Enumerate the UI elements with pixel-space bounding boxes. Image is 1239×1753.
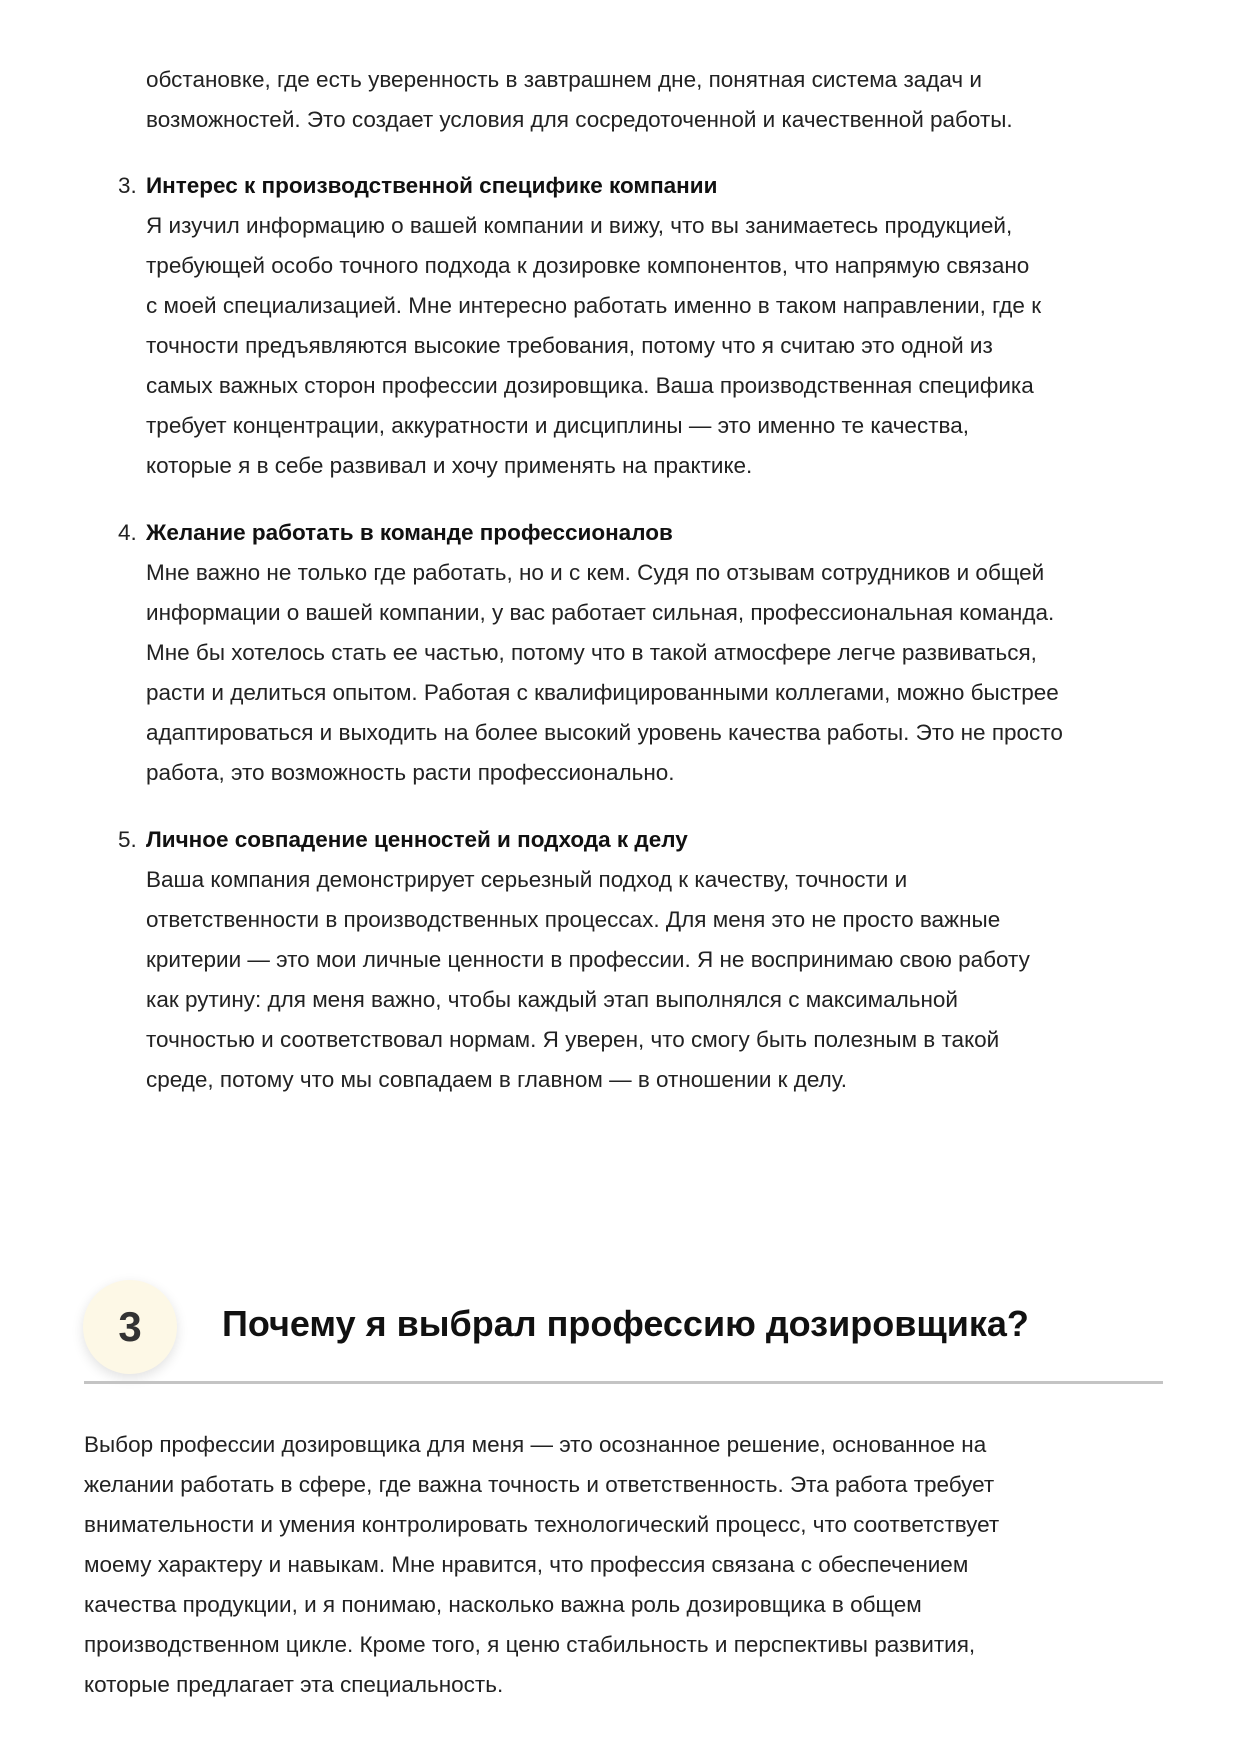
text-line: качества продукции, и я понимаю, насколько важна роль дозировщика в общем bbox=[84, 1592, 922, 1617]
text-line: которые я в себе развивал и хочу применять на практике. bbox=[146, 453, 753, 478]
text-line: требующей особо точного подхода к дозировке компонентов, что напрямую связано bbox=[146, 253, 1030, 278]
list-number: 3. bbox=[118, 173, 137, 198]
text-line: точности предъявляются высокие требования, потому что я считаю это одной из bbox=[146, 333, 993, 358]
section-number-badge: 3 bbox=[83, 1280, 177, 1374]
list-item-title: Интерес к производственной специфике компании bbox=[146, 173, 718, 198]
text-line: критерии — это мои личные ценности в профессии. Я не воспринимаю свою работу bbox=[146, 947, 1030, 972]
text-line: Выбор профессии дозировщика для меня — это осознанное решение, основанное на bbox=[84, 1432, 987, 1457]
text-line: возможностей. Это создает условия для сосредоточенной и качественной работы. bbox=[146, 107, 1013, 132]
text-line: Я изучил информацию о вашей компании и вижу, что вы занимаетесь продукцией, bbox=[146, 213, 1013, 238]
section-title: Почему я выбрал профессию дозировщика? bbox=[222, 1303, 1029, 1344]
text-line: работа, это возможность расти профессионально. bbox=[146, 760, 675, 785]
text-line: самых важных сторон профессии дозировщика. Ваша производственная специфика bbox=[146, 373, 1034, 398]
text-line: требует концентрации, аккуратности и дисциплины — это именно те качества, bbox=[146, 413, 969, 438]
text-line: желании работать в сфере, где важна точность и ответственность. Эта работа требует bbox=[84, 1472, 995, 1497]
text-line: среде, потому что мы совпадаем в главном — в отношении к делу. bbox=[146, 1067, 848, 1092]
text-line: ответственности в производственных процессах. Для меня это не просто важные bbox=[146, 907, 1001, 932]
text-line: как рутину: для меня важно, чтобы каждый этап выполнялся с максимальной bbox=[146, 987, 958, 1012]
text-line: точностью и соответствовал нормам. Я уверен, что смогу быть полезным в такой bbox=[146, 1027, 1000, 1052]
text-line: Мне важно не только где работать, но и с кем. Судя по отзывам сотрудников и общей bbox=[146, 560, 1045, 585]
section-divider bbox=[84, 1381, 1163, 1384]
text-line: адаптироваться и выходить на более высокий уровень качества работы. Это не просто bbox=[146, 720, 1063, 745]
list-number: 4. bbox=[118, 520, 137, 545]
list-number: 5. bbox=[118, 827, 137, 852]
text-line: Мне бы хотелось стать ее частью, потому что в такой атмосфере легче развиваться, bbox=[146, 640, 1037, 665]
list-item-title: Желание работать в команде профессионалов bbox=[146, 520, 673, 545]
text-line: производственном цикле. Кроме того, я ценю стабильность и перспективы развития, bbox=[84, 1632, 976, 1657]
text-line: моему характеру и навыкам. Мне нравится, что профессия связана с обеспечением bbox=[84, 1552, 969, 1577]
text-line: Ваша компания демонстрирует серьезный подход к качеству, точности и bbox=[146, 867, 908, 892]
list-item-title: Личное совпадение ценностей и подхода к делу bbox=[146, 827, 688, 852]
text-line: которые предлагает эта специальность. bbox=[84, 1672, 504, 1697]
text-line: расти и делиться опытом. Работая с квалифицированными коллегами, можно быстрее bbox=[146, 680, 1059, 705]
text-line: информации о вашей компании, у вас работает сильная, профессиональная команда. bbox=[146, 600, 1055, 625]
text-line: обстановке, где есть уверенность в завтрашнем дне, понятная система задач и bbox=[146, 67, 982, 92]
text-line: внимательности и умения контролировать технологический процесс, что соответствует bbox=[84, 1512, 1000, 1537]
text-line: с моей специализацией. Мне интересно работать именно в таком направлении, где к bbox=[146, 293, 1042, 318]
